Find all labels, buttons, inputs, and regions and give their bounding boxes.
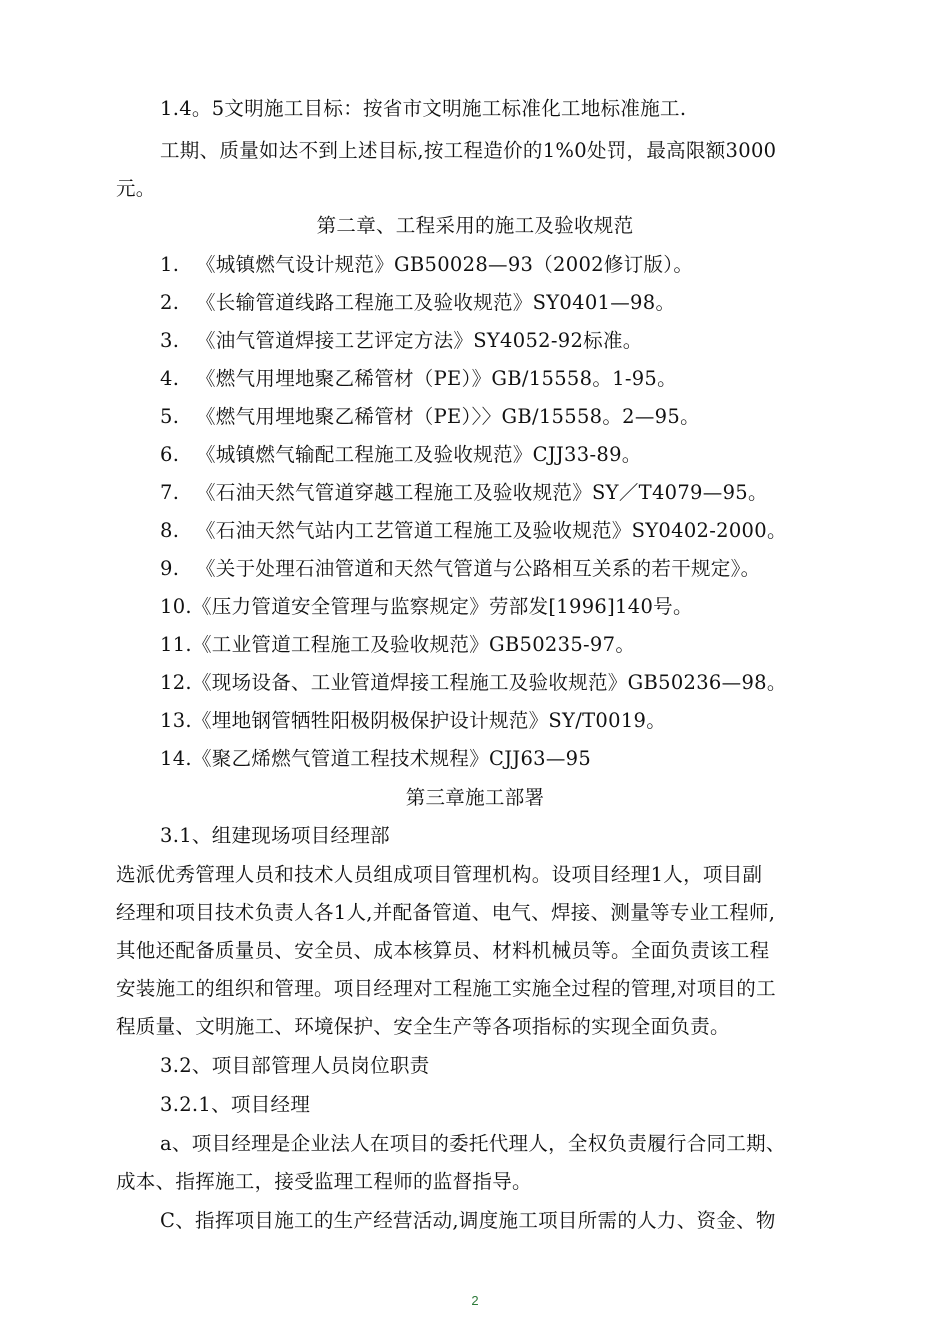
list-item-text: 《城镇燃气输配工程施工及验收规范》CJJ33-89。 [196, 443, 642, 466]
list-item-text: 《燃气用埋地聚乙稀管材（PE）》GB/15558。1-95。 [196, 367, 677, 390]
list-item-text: 《工业管道工程施工及验收规范》GB50235-97。 [192, 633, 636, 656]
list-item-number: 14. [160, 747, 192, 770]
list-item-text: 《聚乙烯燃气管道工程技术规程》CJJ63—95 [192, 747, 592, 770]
section-3-2-1-heading: 3.2.1、项目经理 [160, 1093, 311, 1116]
section-3-1-para-line: 安装施工的组织和管理。项目经理对工程施工实施全过程的管理,对项目的工 [116, 977, 776, 1000]
list-item-text: 《现场设备、工业管道焊接工程施工及验收规范》GB50236—98。 [192, 671, 787, 694]
list-item-number: 4. [160, 367, 180, 390]
list-item-number: 12. [160, 671, 192, 694]
section-3-1-para-line: 选派优秀管理人员和技术人员组成项目管理机构。设项目经理1人，项目副 [116, 863, 763, 886]
list-item-number: 5. [160, 405, 180, 428]
list-item-text: 《长输管道线路工程施工及验收规范》SY0401—98。 [196, 291, 676, 314]
paragraph-c-line: C、指挥项目施工的生产经营活动,调度施工项目所需的人力、资金、物 [160, 1209, 776, 1232]
section-3-1-para-line: 经理和项目技术负责人各1人,并配备管道、电气、焊接、测量等专业工程师, [116, 901, 776, 924]
penalty-line-continued: 元。 [116, 177, 156, 200]
section-3-2-heading: 3.2、项目部管理人员岗位职责 [160, 1054, 430, 1077]
list-item-text: 《关于处理石油管道和天然气管道与公路相互关系的若干规定》。 [196, 557, 761, 580]
list-item-text: 《埋地钢管牺牲阳极阴极保护设计规范》SY/T0019。 [192, 709, 667, 732]
list-item-number: 13. [160, 709, 192, 732]
section-3-1-para-line: 程质量、文明施工、环境保护、安全生产等各项指标的实现全面负责。 [116, 1015, 730, 1038]
list-item-number: 1. [160, 253, 180, 276]
chapter-3-title: 第三章施工部署 [405, 786, 545, 809]
list-item-text: 《城镇燃气设计规范》GB50028—93（2002修订版）。 [196, 253, 694, 276]
penalty-line: 工期、质量如达不到上述目标,按工程造价的1%0处罚，最高限额3000 [160, 139, 777, 162]
section-3-1-para-line: 其他还配备质量员、安全员、成本核算员、材料机械员等。全面负责该工程 [116, 939, 770, 962]
list-item-number: 2. [160, 291, 180, 314]
list-item-number: 6. [160, 443, 180, 466]
list-item-text: 《燃气用埋地聚乙稀管材（PE）〉〉GB/15558。2—95。 [196, 405, 700, 428]
list-item-text: 《压力管道安全管理与监察规定》劳部发[1996]140号。 [192, 595, 693, 618]
list-item-number: 10. [160, 595, 192, 618]
chapter-2-title: 第二章、工程采用的施工及验收规范 [316, 214, 634, 237]
list-item-number: 9. [160, 557, 180, 580]
list-item-text: 《油气管道焊接工艺评定方法》SY4052-92标准。 [196, 329, 643, 352]
list-item-number: 8. [160, 519, 180, 542]
list-item-number: 7. [160, 481, 180, 504]
paragraph-a-line: 成本、指挥施工，接受监理工程师的监督指导。 [116, 1170, 532, 1193]
goal-line: 1.4。5文明施工目标：按省市文明施工标准化工地标准施工. [160, 97, 687, 120]
paragraph-a-line: a、项目经理是企业法人在项目的委托代理人，全权负责履行合同工期、 [160, 1132, 786, 1155]
list-item-number: 3. [160, 329, 180, 352]
section-3-1-heading: 3.1、组建现场项目经理部 [160, 824, 390, 847]
list-item-number: 11. [160, 633, 192, 656]
page-number: 2 [471, 1293, 479, 1308]
list-item-text: 《石油天然气站内工艺管道工程施工及验收规范》SY0402-2000。 [196, 519, 787, 542]
list-item-text: 《石油天然气管道穿越工程施工及验收规范》SY／T4079—95。 [196, 481, 768, 504]
